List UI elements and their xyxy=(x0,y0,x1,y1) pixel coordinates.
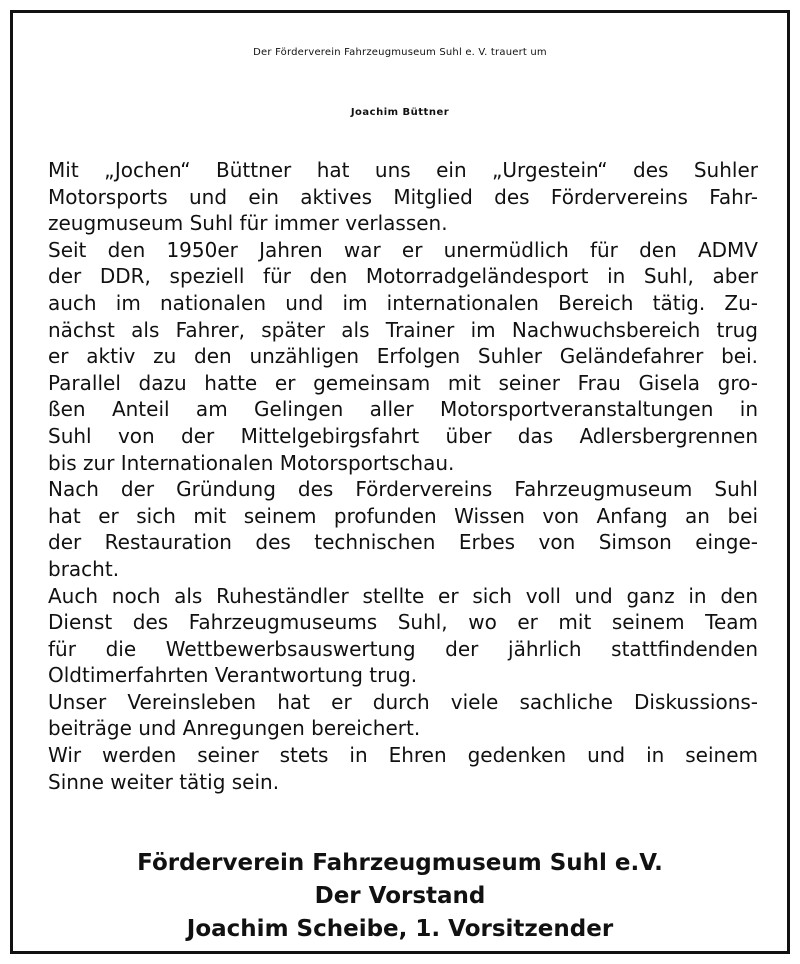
body-line: Parallel dazu hatte er gemeinsam mit seiner Frau Gisela gro- xyxy=(48,370,758,395)
body-line: er aktiv zu den unzähligen Erfolgen Suhler Geländefahrer bei. xyxy=(48,344,758,369)
obituary-body-text xyxy=(48,157,758,795)
body-line: Sinne weiter tätig sein. xyxy=(48,769,280,794)
body-line: Motorsports und ein aktives Mitglied des Fördervereins Fahr- xyxy=(48,184,758,209)
body-line: für die Wettbewerbsauswertung der jährlich stattfindenden xyxy=(48,636,758,661)
body-line: Dienst des Fahrzeugmuseums Suhl, wo er mit seinem Team xyxy=(48,610,758,635)
body-line: Auch noch als Ruheständler stellte er sich voll und ganz in den xyxy=(48,583,758,608)
body-line: der Restauration des technischen Erbes von Simson einge- xyxy=(48,530,758,555)
body-line: zeugmuseum Suhl für immer verlassen. xyxy=(48,211,448,236)
body-line: Suhl von der Mittelgebirgsfahrt über das Adlersbergrennen xyxy=(48,423,758,448)
body-line: Unser Vereinsleben hat er durch viele sachliche Diskussions- xyxy=(48,689,758,714)
signature-organization: Förderverein Fahrzeugmuseum Suhl e.V. xyxy=(137,850,663,876)
deceased-name: Joachim Büttner xyxy=(350,107,450,118)
body-line: Nach der Gründung des Fördervereins Fahrzeugmuseum Suhl xyxy=(48,477,758,502)
body-line: Mit „Jochen“ Büttner hat uns ein „Urgestein“ des Suhler xyxy=(48,158,758,182)
body-line: auch im nationalen und im internationalen Bereich tätig. Zu- xyxy=(48,290,758,315)
body-line: Seit den 1950er Jahren war er unermüdlich für den ADMV xyxy=(48,237,758,262)
signature-board: Der Vorstand xyxy=(314,883,486,909)
signature-block xyxy=(13,847,787,946)
obituary-frame xyxy=(10,10,790,954)
body-line: Wir werden seiner stets in Ehren gedenken und in seinem xyxy=(48,743,758,768)
body-line: hat er sich mit seinem profunden Wissen von Anfang an bei xyxy=(48,503,758,528)
intro-line: Der Förderverein Fahrzeugmuseum Suhl e. V. trauert um xyxy=(253,47,547,58)
body-line: bracht. xyxy=(48,556,120,581)
body-line: bis zur Internationalen Motorsportschau. xyxy=(48,450,455,475)
body-line: nächst als Fahrer, später als Trainer im Nachwuchsbereich trug xyxy=(48,317,758,342)
body-line: der DDR, speziell für den Motorradgeländesport in Suhl, aber xyxy=(48,264,758,289)
body-line: beiträge und Anregungen bereichert. xyxy=(48,716,421,741)
body-line: Oldtimerfahrten Verantwortung trug. xyxy=(48,663,418,688)
body-line: ßen Anteil am Gelingen aller Motorsportveranstaltungen in xyxy=(48,397,758,422)
signature-chair: Joachim Scheibe, 1. Vorsitzender xyxy=(186,916,614,942)
